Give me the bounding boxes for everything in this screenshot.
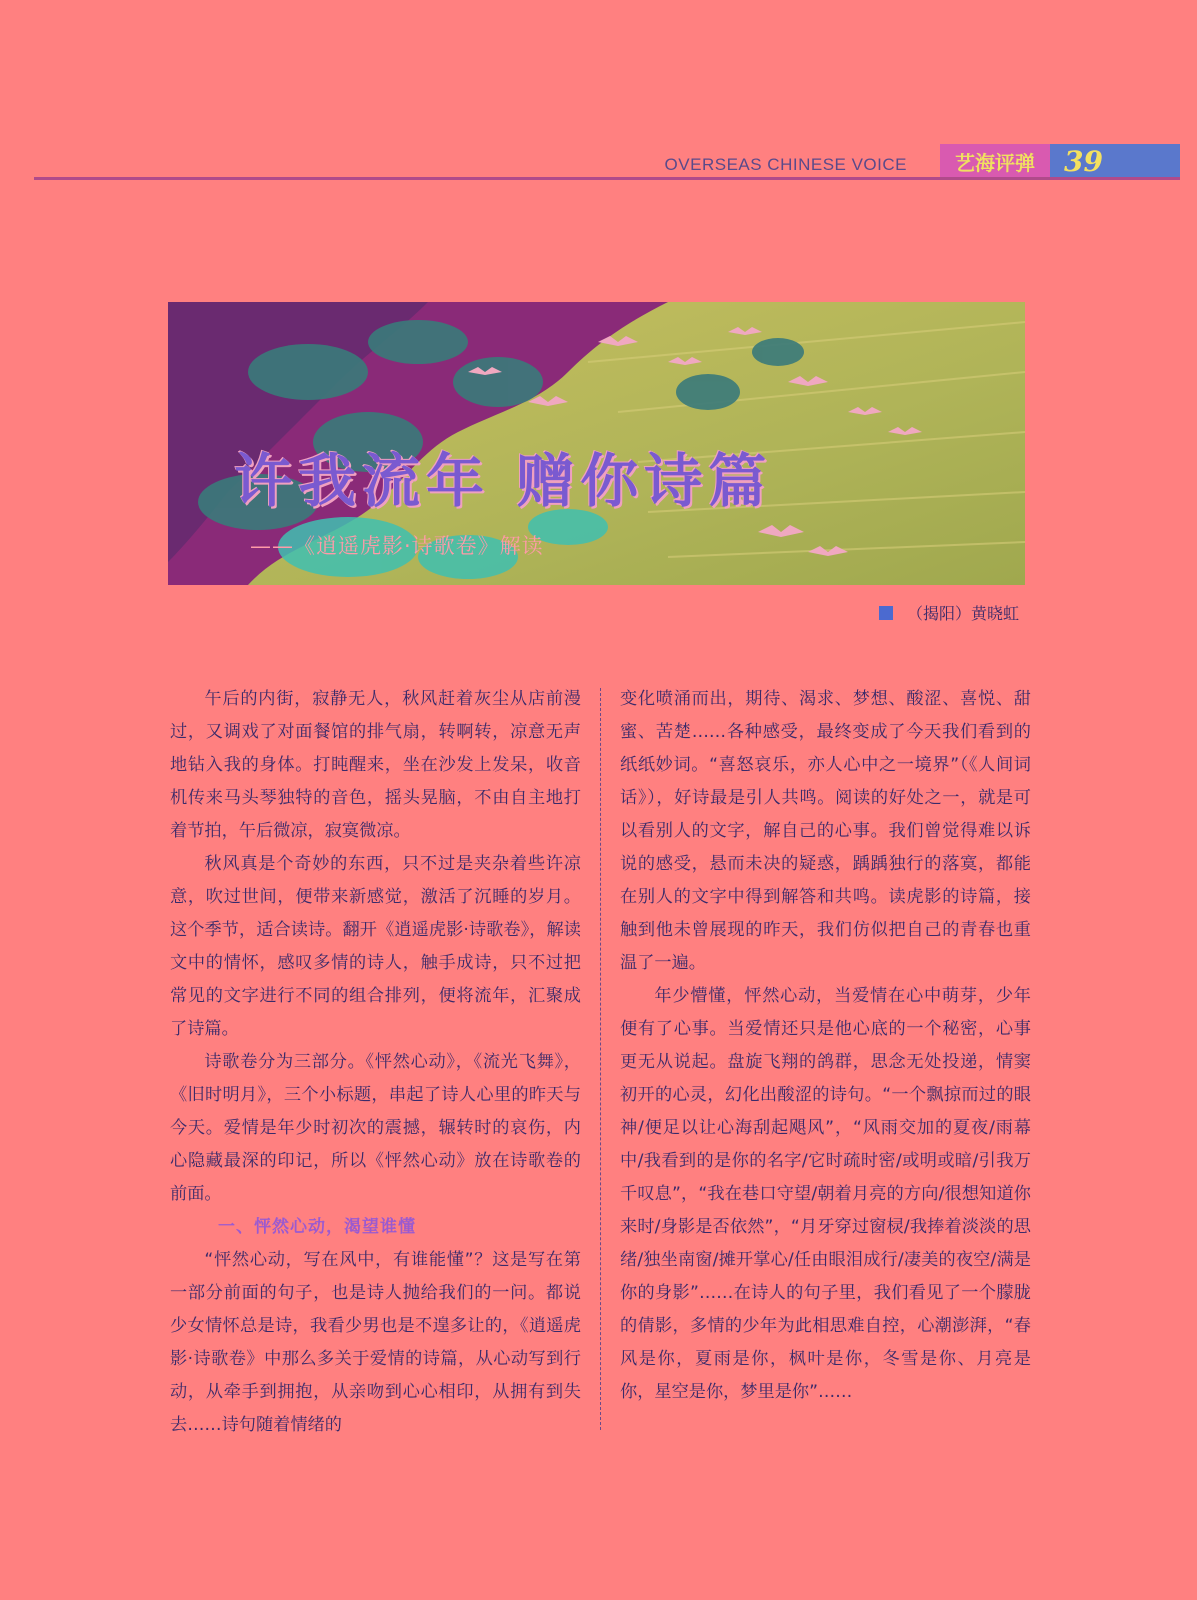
section-label: 艺海评弹 xyxy=(940,144,1050,178)
square-bullet-icon xyxy=(879,606,893,620)
paragraph: “怦然心动，写在风中，有谁能懂”？这是写在第一部分前面的句子，也是诗人抛给我们的一问。都说少女情怀总是诗，我看少男也是不遑多让的，《逍遥虎影·诗歌卷》中那么多关于爱情的诗篇，从心动写到行动，从牵手到拥抱，从亲吻到心心相印，从拥有到失去……诗句随着情绪的 xyxy=(170,1250,581,1435)
page-number: 39 xyxy=(1050,144,1180,178)
paragraph: 年少懵懂，怦然心动，当爱情在心中萌芽，少年便有了心事。当爱情还只是他心底的一个秘密，心事更无从说起。盘旋飞翔的鸽群，思念无处投递，情窦初开的心灵，幻化出酸涩的诗句。“一个飘掠而过的眼神/便足以让心海刮起飓风”，“风雨交加的夏夜/雨幕中/我看到的是你的名字/它时疏时密/或明或暗/引我万千叹息”，“我在巷口守望/朝着月亮的方向/很想知道你来时/身影是否依然”，“月牙穿过窗棂/我捧着淡淡的思绪/独坐南窗/摊开掌心/任由眼泪成行/凄美的夜空/满是你的身影”……在诗人的句子里，我们看见了一个朦胧的倩影，多情的少年为此相思难自控，心潮澎湃，“春风是你，夏雨是你，枫叶是你，冬雪是你、月亮是你，星空是你，梦里是你”…… xyxy=(620,986,1031,1402)
paragraph: 午后的内街，寂静无人，秋风赶着灰尘从店前漫过，又调戏了对面餐馆的排气扇，转啊转，凉意无声地钻入我的身体。打盹醒来，坐在沙发上发呆，收音机传来马头琴独特的音色，摇头晃脑，不由自主地打着节拍，午后微凉，寂寞微凉。 xyxy=(170,689,581,841)
banner-image xyxy=(168,302,1025,585)
author-name: （揭阳）黄晓虹 xyxy=(906,604,1019,623)
section-heading: 一、怦然心动，渴望谁懂 xyxy=(218,1217,416,1237)
right-column xyxy=(620,683,1031,1409)
article-subtitle: ——《逍遥虎影·诗歌卷》解读 xyxy=(250,534,544,558)
paragraph: 诗歌卷分为三部分。《怦然心动》，《流光飞舞》，《旧时明月》，三个小标题，串起了诗人心里的昨天与今天。爱情是年少时初次的震撼，辗转时的哀伤，内心隐藏最深的印记，所以《怦然心动》放在诗歌卷的前面。 xyxy=(170,1052,581,1204)
publication-name: OVERSEAS CHINESE VOICE xyxy=(664,155,907,174)
column-divider xyxy=(600,688,601,1430)
left-column xyxy=(170,683,581,1442)
header-rule xyxy=(34,177,1180,180)
article-title: 许我流年 赠你诗篇 xyxy=(234,447,773,515)
byline xyxy=(879,601,1019,624)
paragraph: 变化喷涌而出，期待、渴求、梦想、酸涩、喜悦、甜蜜、苦楚……各种感受，最终变成了今天我们看到的纸纸妙词。“喜怒哀乐，亦人心中之一境界”（《人间词话》），好诗最是引人共鸣。阅读的好处之一，就是可以看别人的文字，解自己的心事。我们曾觉得难以诉说的感受，悬而未决的疑惑，踽踽独行的落寞，都能在别人的文字中得到解答和共鸣。读虎影的诗篇，接触到他未曾展现的昨天，我们仿似把自己的青春也重温了一遍。 xyxy=(620,689,1031,973)
paragraph: 秋风真是个奇妙的东西，只不过是夹杂着些许凉意，吹过世间，便带来新感觉，激活了沉睡的岁月。这个季节，适合读诗。翻开《逍遥虎影·诗歌卷》，解读文中的情怀，感叹多情的诗人，触手成诗，只不过把常见的文字进行不同的组合排列，便将流年，汇聚成了诗篇。 xyxy=(170,854,581,1039)
